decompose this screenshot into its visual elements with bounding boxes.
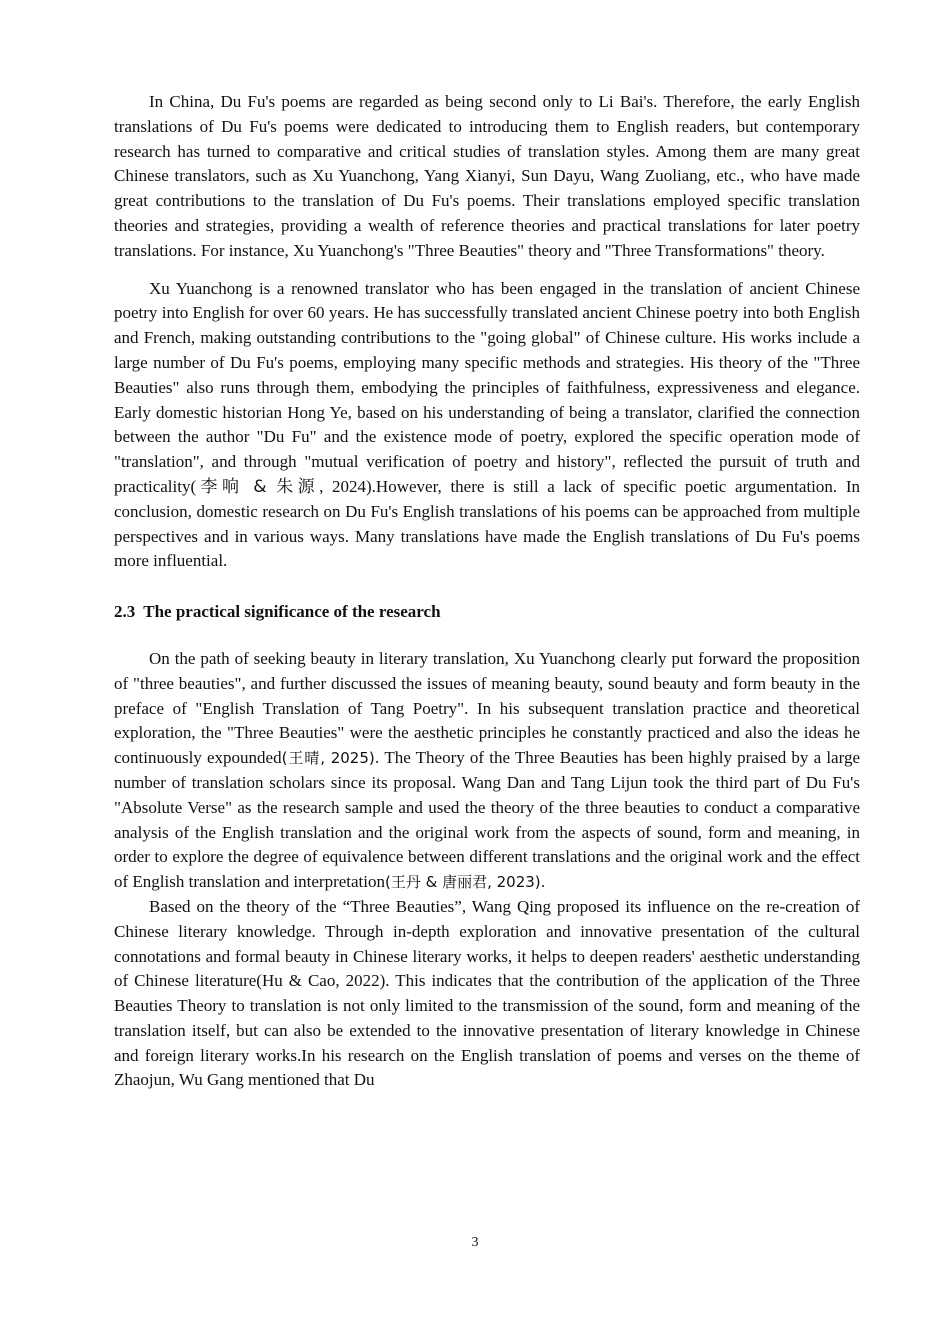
paragraph-xu-text-1: Xu Yuanchong is a renowned translator who has been engaged in the translation of ancient Chinese poetry into English for over 60 years. He has successfully translated ancient Chinese poetry into both English and French, making outstanding contributions to the "going global" of Chinese culture. His works include a large number of Du Fu's poems, employing many specific methods and strategies. His theory of the "Three Beauties" also runs through them, embodying the principles of faithfulness, expressiveness and elegance. Early domestic historian Hong Ye, based on his understanding of being a translator, clarified the connection between the author "Du Fu" and the existence mode of poetry, explored the specific operation mode of "translation", and through "mutual verification of poetry and history", reflected the pursuit of truth and practicality( [114,278,860,496]
paragraph-three-text-1: On the path of seeking beauty in literary translation, Xu Yuanchong clearly put forward the proposition of "three beauties", and further discussed the issues of meaning beauty, sound beauty and form beauty in the preface of "English Translation of Tang Poetry". In his subsequent translation practice and theoretical exploration, the "Three Beauties" were the aesthetic principles he constantly practiced and also the ideas he continuously expounded [114,648,860,768]
page-number: 3 [471,1235,479,1250]
citation-wang-dan: (王丹 & 唐丽君, 2023). [385,873,546,892]
paragraph-three-text-2: The Theory of the Three Beauties has been highly praised by a large number of translation scholars since its proposal. Wang Dan and Tang Lijun took the third part of Du Fu's "Absolute Verse" as the research sample and used the theory of the three beauties to conduct a comparative analysis of the English translation and the original work from the aspects of sound, form and meaning, in order to explore the degree of equivalence between different translations and the original work and the effect of English translation and interpretation [114,748,860,892]
paragraph-three-beauties [114,647,860,895]
citation-cjk: 李响 & 朱源 [196,476,320,497]
section-number: 2.3 [114,602,136,622]
section-title: The practical significance of the research [143,602,441,622]
paragraph-xu-yuanchong [114,277,860,575]
paragraph-wang-qing: Based on the theory of the “Three Beauties”, Wang Qing proposed its influence on the re-creation of Chinese literary knowledge. Through in-depth exploration and innovative presentation of the cultural connotations and formal beauty in Chinese literary works, it helps to deepen readers' aesthetic understanding of Chinese literature(Hu & Cao, 2022). This indicates that the contribution of the application of the Three Beauties Theory to translation is not only limited to the transmission of the sound, form and meaning of the translation itself, but can also be extended to the innovative presentation of literary knowledge in Chinese and foreign literary works.In his research on the English translation of poems and verses on the theme of Zhaojun, Wu Gang mentioned that Du [114,896,860,1090]
paragraph-intro: In China, Du Fu's poems are regarded as being second only to Li Bai's. Therefore, the early English translations of Du Fu's poems were dedicated to introducing them to English readers, but contemporary research has turned to comparative and critical studies of translation styles. Among them are many great Chinese translators, such as Xu Yuanchong, Yang Xianyi, Sun Dayu, Wang Zuoliang, etc., who have made great contributions to the translation of Du Fu's poems. Their translations employed specific translation theories and strategies, providing a wealth of reference theories and practical translations for later poetry translations. For instance, Xu Yuanchong's "Three Beauties" theory and "Three Transformations" theory. [114,92,860,260]
citation-wang-qing: (王晴, 2025). [281,749,380,768]
document-page [114,90,860,1093]
section-heading [114,600,860,625]
paragraph-xu-text-2: , 2024).However, there is still a lack of specific poetic argumentation. In conclusion, domestic research on Du Fu's English translations of his poems can be approached from multiple perspectives and in various ways. Many translations have made the English translations of Du Fu's poems more influential. [114,476,860,571]
